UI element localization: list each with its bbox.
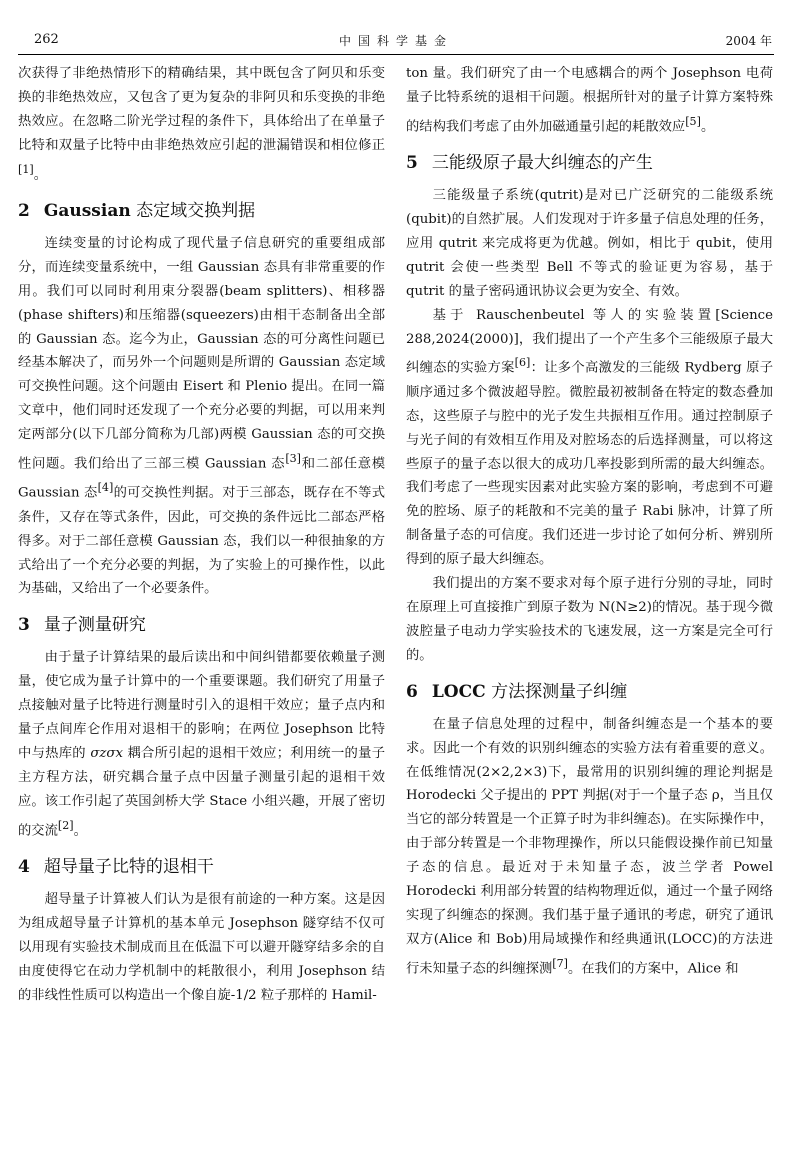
section-heading-5: 5 三能级原子最大纠缠态的产生 — [406, 153, 653, 174]
paragraph: 三能级量子系统(qutrit)是对已广泛研究的二能级系统(qubit)的自然扩展。人们发现对于许多量子信息处理的任务，应用 qutrit 来完成将更为优越。例如，相比于 qubit，使用 qutrit 会使一些类型 Bell 不等式的验证更为容易，基于 qutrit 的量子密码通讯协议会更为安全、有效。 — [406, 188, 773, 299]
citation: [5] — [685, 114, 701, 128]
publication-year: 2004 年 — [725, 34, 772, 48]
left-column — [18, 62, 385, 1008]
paragraph: ton 量。我们研究了由一个电感耦合的两个 Josephson 电荷量子比特系统的退相干问题。根据所针对的量子计算方案特殊的结构我们考虑了由外加磁通量引起的耗散效应[5]。 — [406, 66, 773, 135]
page-number: 262 — [34, 32, 59, 47]
citation: [3] — [285, 452, 302, 466]
citation: [2] — [57, 818, 74, 832]
citation: [4] — [97, 481, 114, 495]
citation: [6] — [514, 356, 531, 370]
paragraph: 在量子信息处理的过程中，制备纠缠态是一个基本的要求。因此一个有效的识别纠缠态的实验方法有着重要的意义。在低维情况(2×2,2×3)下，最常用的识别纠缠的理论判据是 Horodecki 父子提出的 PPT 判据(对于一个量子态 ρ，当且仅当它的部分转置是一个正算子时为非纠缠态)。在实际操作中，由于部分转置是一个非物理操作，所以只能假设操作前已知量子态的信息。最近对于未知量子态，波兰学者 Powel Horodecki 利用部分转置的结构物理近似，通过一个量子网络实现了纠缠态的探测。我们基于量子通讯的考虑，研究了通讯双方(Alice 和 Bob)用局域操作和经典通讯(LOCC)的方法进行未知量子态的纠缠探测[7]。在我们的方案中，Alice 和 — [406, 716, 773, 977]
right-column — [406, 62, 773, 981]
paragraph: 连续变量的讨论构成了现代量子信息研究的重要组成部分，而连续变量系统中，一组 Gaussian 态具有非常重要的作用。我们可以同时利用束分裂器(beam splitters)、相移器(phase shifters)和压缩器(squeezers)由相干态制备出全部的 Gaussian 态。迄今为止，Gaussian 态的可分离性问题已经基本解决了，而另外一个问题则是所谓的 Gaussian 态定域可交换性问题。这个问题由 Eisert 和 Plenio 提出。在同一篇文章中，他们同时还发现了一个充分必要的判据，可以用来判定两部分(以下几部分简称为几部)两模 Gaussian 态的可交换性问题。我们给出了三部三模 Gaussian 态[3]和二部任意模 Gaussian 态[4]的可交换性判据。对于三部态，既存在不等式条件，又存在等式条件，因此，可交换的条件远比二部态严格得多。对于二部任意模 Gaussian 态，我们以一种很抽象的方式给出了一个充分必要的判据，为了实验上的可操作性，以此为基础，又给出了一个必要条件。 — [18, 235, 386, 597]
citation: [1] — [18, 162, 34, 176]
paragraph: 基于 Rauschenbeutel 等人的实验装置[Science 288,2024(2000)]，我们提出了一个产生多个三能级原子最大纠缠态的实验方案[6]：让多个高激发的三能级 Rydberg 原子顺序通过多个微波超导腔。微腔最初被制备在特定的数态叠加态，这些原子与腔中的光子发生共振相互作用。通过控制原子与光子间的有效相互作用及对腔场态的后选择测量，可以将这些原子的量子态以很大的成功几率投影到所需的最大纠缠态。我们考虑了一些现实因素对此实验方案的影响，考虑到不可避免的腔场、原子的耗散和不完美的量子 Rabi 脉冲，计算了所制备量子态的可信度。我们还进一步讨论了如何分析、辨别所得到的原子最大纠缠态。 — [406, 307, 773, 568]
citation: [7] — [552, 956, 568, 970]
journal-name: 中国科学基金 — [338, 34, 453, 48]
paragraph: 我们提出的方案不要求对每个原子进行分别的寻址，同时在原理上可直接推广到原子数为 N(N≥2)的情况。基于现今微波腔量子电动力学实验技术的飞速发展，这一方案是完全可行的。 — [406, 576, 773, 663]
section-heading-6: 6 LOCC 方法探测量子纠缠 — [406, 681, 628, 702]
math-symbol: σzσx — [90, 746, 123, 762]
paragraph: 超导量子计算被人们认为是很有前途的一种方案。这是因为组成超导量子计算机的基本单元 Josephson 隧穿结不仅可以用现有实验技术制成而且在低温下可以避开隧穿结多余的自由度使得它在动力学机制中的耗散很小，利用 Josephson 结的非线性性质可以构造出一个像自旋-1/2 粒子那样的 Hamil- — [18, 892, 385, 1003]
section-heading-4: 4 超导量子比特的退相干 — [18, 857, 214, 878]
paragraph: 由于量子计算结果的最后读出和中间纠错都要依赖量子测量，使它成为量子计算中的一个重要课题。我们研究了用量子点接触对量子比特进行测量时引入的退相干效应；量子点内和量子点间库仑作用对退相干的影响；在两位 Josephson 比特中与热库的 σzσx 耦合所引起的退相干效应；利用统一的量子主方程方法，研究耦合量子点中因量子测量引起的退相干效应。该工作引起了英国剑桥大学 Stace 小组兴趣，开展了密切的交流[2]。 — [18, 650, 385, 839]
section-heading-2: 2 Gaussian 态定域交换判据 — [18, 200, 256, 221]
running-header — [18, 30, 774, 55]
paragraph: 次获得了非绝热情形下的精确结果，其中既包含了阿贝和乐变换的非绝热效应，又包含了更为复杂的非阿贝和乐变换的非绝热效应。在忽略二阶光学过程的条件下，具体给出了在单量子比特和双量子比特中由非绝热效应引起的泄漏错误和相位修正[1]。 — [18, 66, 385, 183]
section-heading-3: 3 量子测量研究 — [18, 615, 146, 636]
